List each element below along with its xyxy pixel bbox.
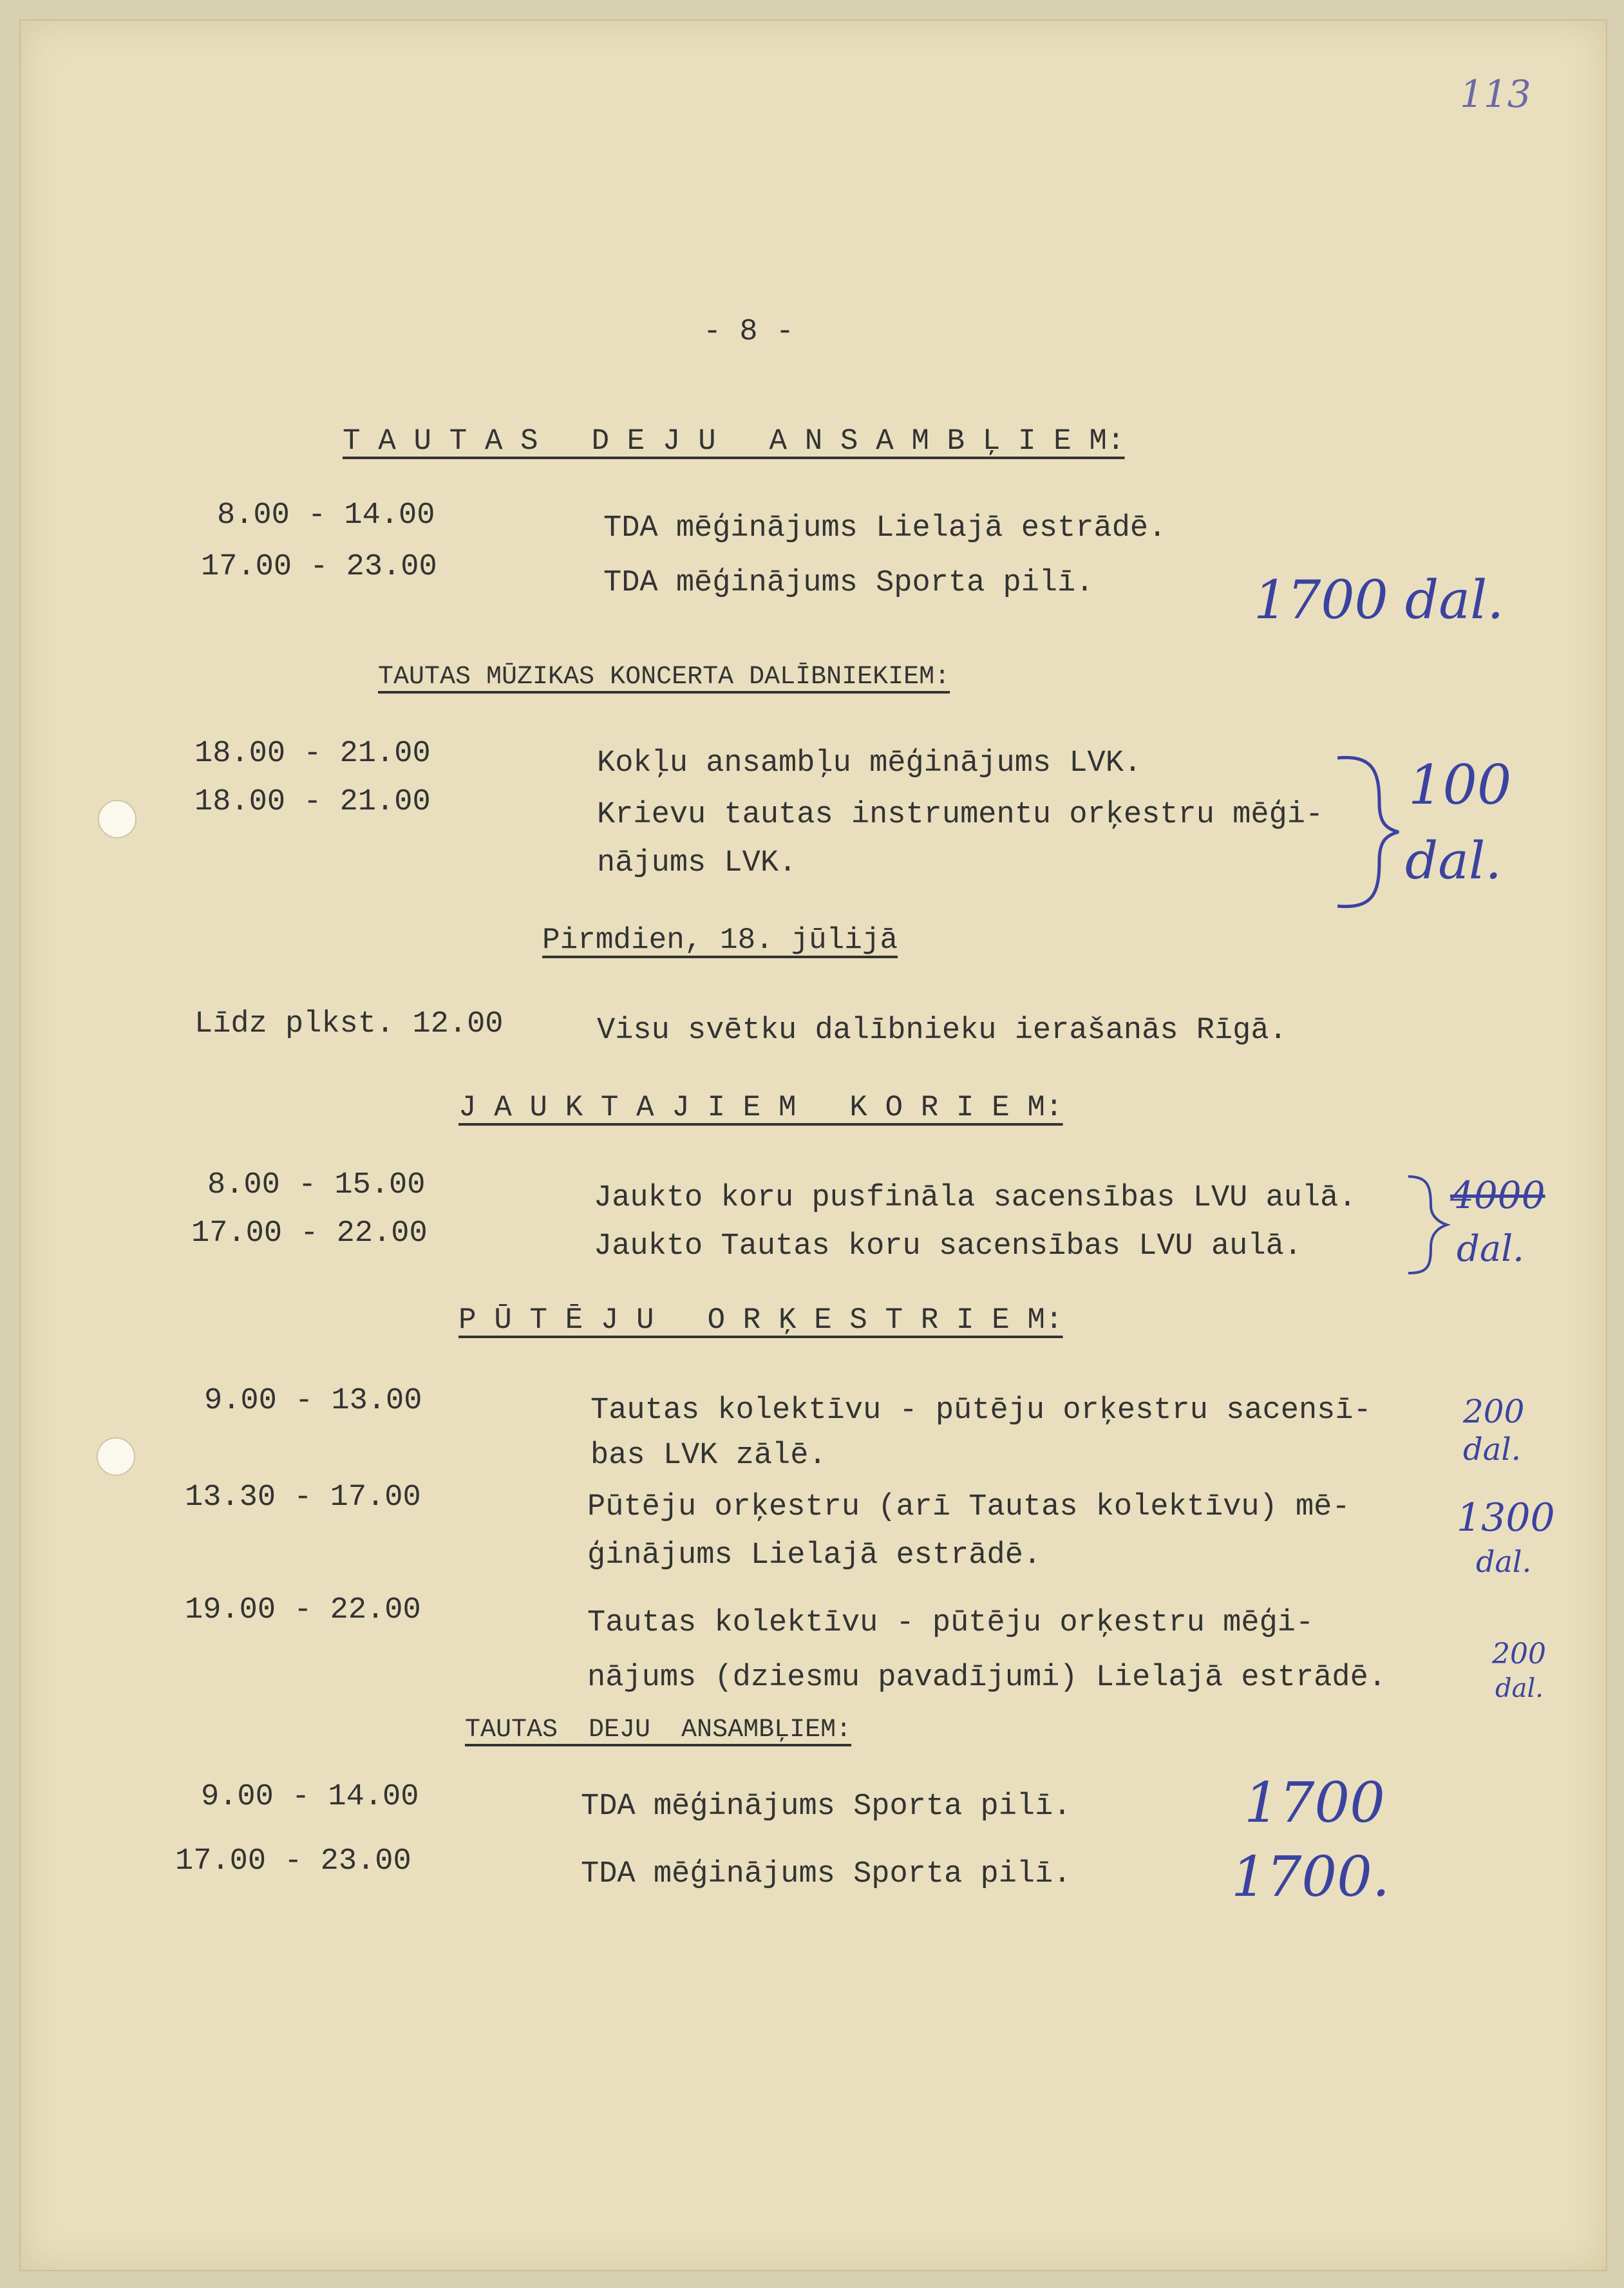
row-text: TDA mēģinājums Lielajā estrādē. [603,511,1167,545]
row-time: 18.00 - 21.00 [194,785,431,819]
row-text: Tautas kolektīvu - pūtēju orķestru mēģi- [587,1606,1314,1640]
handwritten-note: 1700. [1231,1845,1390,1909]
handwritten-note: 100 [1408,753,1512,817]
document-page [19,19,1607,2271]
section-heading-folk-music: TAUTAS MŪZIKAS KONCERTA DALĪBNIEKIEM: [378,663,950,692]
handwritten-brace [1334,752,1405,912]
row-time: 17.00 - 23.00 [201,550,437,584]
row-time: 8.00 - 15.00 [207,1168,426,1202]
section-heading-dance-ensembles-2: TAUTAS DEJU ANSAMBĻIEM: [465,1716,852,1744]
row-text-continued: nājums (dziesmu pavadījumi) Lielajā estrādē. [587,1661,1387,1695]
handwritten-note: dal. [1463,1432,1521,1468]
row-text-continued: ģinājums Lielajā estrādē. [587,1538,1042,1573]
row-text: Pūtēju orķestru (arī Tautas kolektīvu) mē- [587,1490,1350,1524]
row-time: 17.00 - 23.00 [175,1844,411,1878]
row-text: Jaukto Tautas koru sacensības LVU aulā. [594,1229,1302,1263]
handwritten-note: 1700 dal. [1254,570,1504,631]
row-text: Kokļu ansambļu mēģinājums LVK. [597,746,1142,780]
row-text-continued: nājums LVK. [597,846,797,880]
row-time: Līdz plkst. 12.00 [194,1007,504,1041]
row-time: 8.00 - 14.00 [217,498,435,533]
handwritten-note: dal. [1495,1674,1544,1703]
row-text-continued: bas LVK zālē. [590,1439,827,1473]
handwritten-brace [1405,1173,1450,1276]
handwritten-note: dal. [1457,1228,1524,1270]
handwritten-note: 200 [1463,1393,1525,1430]
section-heading-monday: Pirmdien, 18. jūlijā [542,923,898,957]
row-text: Visu svētku dalībnieku ierašanās Rīgā. [597,1014,1287,1048]
row-text: Jaukto koru pusfināla sacensības LVU aulā. [594,1181,1357,1215]
handwritten-note: dal. [1476,1544,1532,1579]
row-text: TDA mēģinājums Sporta pilī. [581,1790,1072,1824]
row-time: 9.00 - 13.00 [204,1384,422,1418]
section-heading-mixed-choirs: J A U K T A J I E M K O R I E M: [458,1091,1063,1124]
row-time: 13.30 - 17.00 [185,1480,421,1515]
section-heading-brass: P Ū T Ē J U O R Ķ E S T R I E M: [458,1303,1063,1337]
punch-hole [97,1437,135,1476]
row-text: TDA mēģinājums Sporta pilī. [581,1857,1072,1891]
row-text: Tautas kolektīvu - pūtēju orķestru sacensī- [590,1394,1372,1428]
handwritten-note: 200 [1492,1638,1546,1670]
archive-page-number: 113 [1460,72,1531,116]
row-text: TDA mēģinājums Sporta pilī. [603,566,1094,600]
handwritten-note: dal. [1405,831,1502,891]
handwritten-note: 4000 [1450,1173,1545,1217]
row-text: Krievu tautas instrumentu orķestru mēģi- [597,798,1324,832]
page-number: - 8 - [703,315,795,349]
row-time: 17.00 - 22.00 [191,1216,428,1251]
row-time: 9.00 - 14.00 [201,1780,419,1814]
punch-hole [98,800,137,838]
section-heading-dance-ensembles: T A U T A S D E J U A N S A M B Ļ I E M: [343,424,1125,458]
handwritten-note: 1700 [1244,1771,1385,1835]
handwritten-note: 1300 [1457,1495,1555,1540]
row-time: 19.00 - 22.00 [185,1593,421,1627]
row-time: 18.00 - 21.00 [194,737,431,771]
